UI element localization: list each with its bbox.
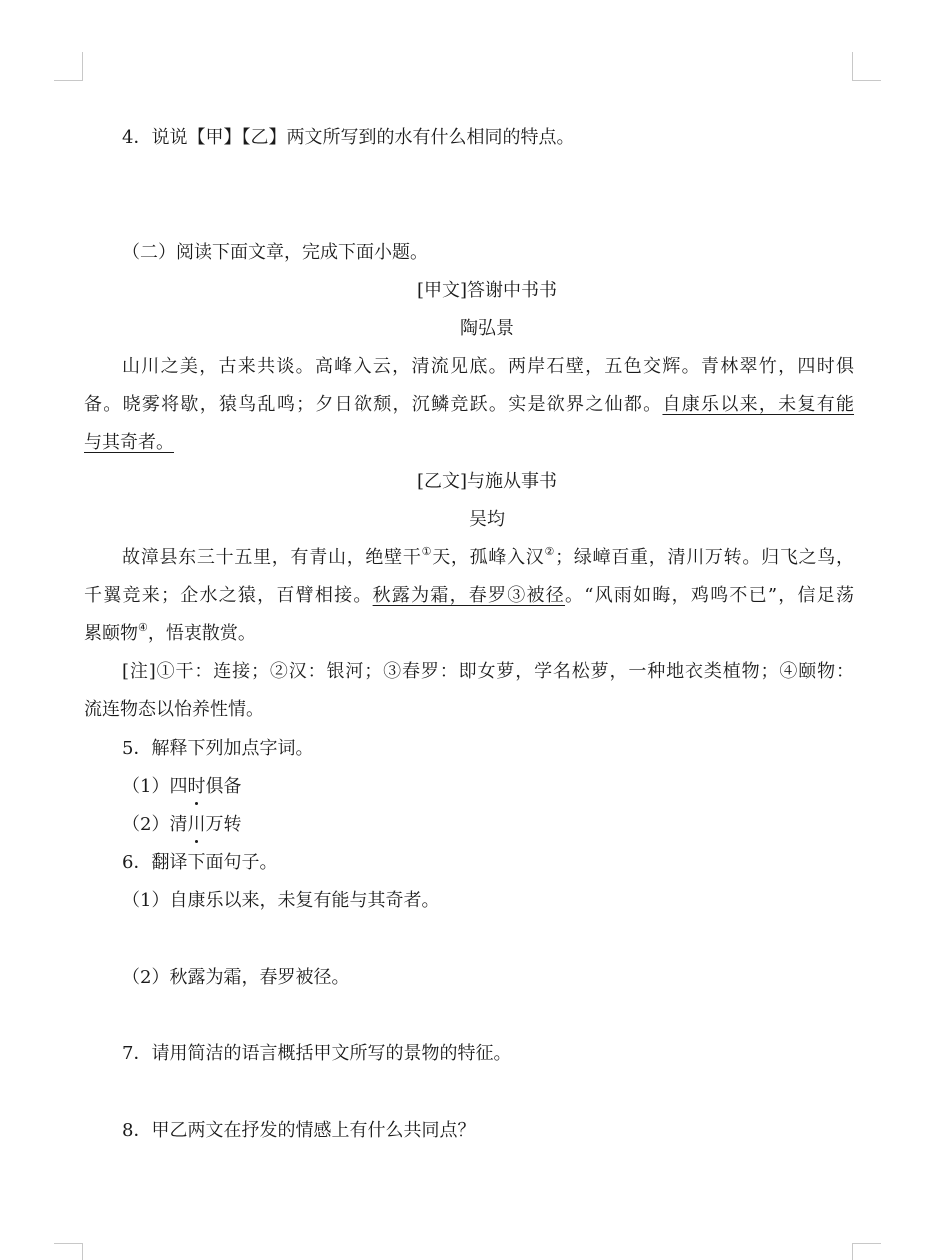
text-b-line-1-part-a: 故漳县东三十五里，有青山，绝壁干 [122,547,422,568]
text-a-author: 陶弘景 [460,318,514,339]
q5-item-2-suffix: 万转 [205,814,242,835]
crop-mark-bottom-left [54,1243,83,1260]
text-b-line-1-part-b: 天，孤峰入汉 [432,547,545,568]
question-5-item-2 [122,813,854,837]
q5-item-2-prefix: （2）清 [122,814,188,835]
footnote-marker-1: ① [421,545,433,558]
q5-item-1-dotted-char: 时 [187,776,206,797]
text-b-line-3-part-b: ，悟衷散赏。 [147,623,256,644]
footnote-marker-2: ② [544,545,556,558]
text-b-line-3-part-a: 累颐物 [84,623,138,644]
q5-item-1-prefix: （1）四 [122,776,188,797]
question-6-stem: 6．翻译下面句子。 [122,852,278,873]
question-7: 7．请用简洁的语言概括甲文所写的景物的特征。 [122,1043,512,1064]
text-a-underlined-sentence-end: 与其奇者。 [84,432,174,453]
crop-mark-top-right [852,52,881,81]
text-a-line-1: 山川之美，古来共谈。高峰入云，清流见底。两岸石壁，五色交辉。青林翠竹，四时俱 [122,356,854,377]
notes-line-1: [注]①干：连接；②汉：银河；③春罗：即女萝，学名松萝，一种地衣类植物；④颐物： [122,661,854,682]
footnote-marker-4: ④ [138,621,148,634]
notes-line-2: 流连物态以怡养性情。 [84,699,264,720]
text-b-author: 吴均 [469,509,505,530]
text-a-line-3 [84,431,854,455]
question-6-item-2: （2）秋露为霜，春罗被径。 [122,967,350,988]
question-4: 4．说说【甲】【乙】两文所写到的水有什么相同的特点。 [122,127,575,148]
text-b-underlined-sentence: 秋露为霜，春罗③被径 [372,585,566,606]
text-a-underlined-sentence-start: 自康乐以来，未复有能 [662,394,855,415]
text-b-line-3 [84,622,854,646]
text-b-title: [乙文]与施从事书 [416,471,558,492]
text-b-line-1 [122,546,854,570]
question-6-item-1: （1）自康乐以来，未复有能与其奇者。 [122,890,440,911]
question-5-stem: 5．解释下列加点字词。 [122,738,314,759]
q5-item-2-dotted-char: 川 [187,814,206,835]
text-b-line-1-part-c: ；绿嶂百重，清川万转。归飞之鸟， [555,547,855,568]
question-8: 8．甲乙两文在抒发的情感上有什么共同点？ [122,1120,476,1141]
text-a-line-2-plain: 备。晓雾将歇，猿鸟乱鸣；夕日欲颓，沉鳞竞跃。实是欲界之仙都。 [84,394,663,415]
question-5-item-1 [122,775,854,799]
text-b-line-2 [84,584,854,608]
crop-mark-bottom-right [852,1243,881,1260]
text-b-line-2-part-a: 千翼竞来；企水之猿，百臂相接。 [84,585,373,606]
text-a-line-2 [84,393,854,417]
section-2-intro: （二）阅读下面文章，完成下面小题。 [122,242,428,263]
text-a-title: [甲文]答谢中书书 [416,280,558,301]
text-b-line-2-part-b: 。“风雨如晦，鸡鸣不已”，信足荡 [565,585,855,606]
q5-item-1-suffix: 俱备 [205,776,242,797]
crop-mark-top-left [54,52,83,81]
